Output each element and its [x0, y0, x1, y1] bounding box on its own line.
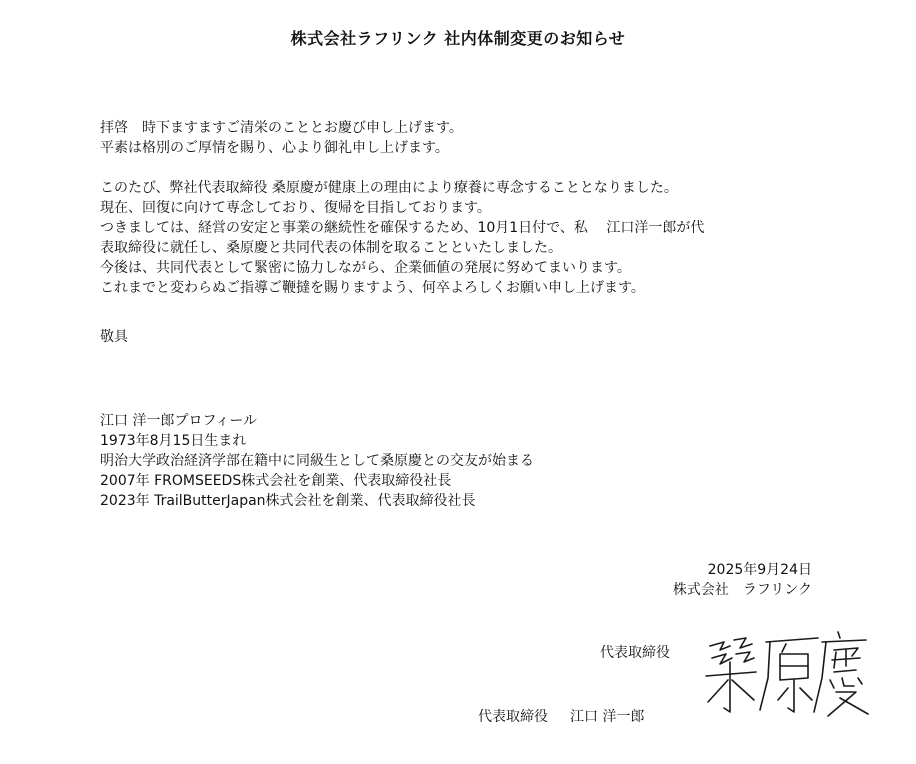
document-title: 株式会社ラフリンク 社内体制変更のお知らせ — [290, 29, 626, 48]
greeting-line: 拝啓 時下ますますご清栄のこととお慶び申し上げます。 — [100, 120, 463, 136]
date-company-block — [673, 560, 812, 600]
handwritten-signature — [700, 628, 870, 718]
body-line: 現在、回復に向けて専念しており、復帰を目指しております。 — [100, 200, 491, 216]
signatory-2-name: 江口 洋一郎 — [570, 709, 645, 725]
profile-line: 1973年8月15日生まれ — [100, 433, 247, 449]
signatory-2-title: 代表取締役 — [478, 709, 548, 725]
profile-line: 2023年 TrailButterJapan株式会社を創業、代表取締役社長 — [100, 493, 476, 509]
body-line: これまでと変わらぬご指導ご鞭撻を賜りますよう、何卒よろしくお願い申し上げます。 — [100, 280, 645, 296]
body-line: つきましては、経営の安定と事業の継続性を確保するため、10月1日付で、私 江口洋一郎が代 — [100, 220, 705, 236]
signatory-1-title: 代表取締役 — [600, 645, 670, 661]
body-line: 表取締役に就任し、桑原慶と共同代表の体制を取ることといたしました。 — [100, 240, 562, 256]
profile-heading: 江口 洋一郎プロフィール — [100, 413, 258, 429]
body-line: このたび、弊社代表取締役 桑原慶が健康上の理由により療養に専念することとなりました。 — [100, 180, 678, 196]
profile-line: 明治大学政治経済学部在籍中に同級生として桑原慶との交友が始まる — [100, 453, 534, 469]
document-date: 2025年9月24日 — [707, 562, 812, 578]
signatory-1-row — [600, 643, 670, 663]
greeting-line: 平素は格別のご厚情を賜り、心より御礼申し上げます。 — [100, 140, 449, 156]
signatory-2-row — [478, 707, 644, 727]
profile-line: 2007年 FROMSEEDS株式会社を創業、代表取締役社長 — [100, 473, 452, 489]
company-name: 株式会社 ラフリンク — [672, 582, 812, 598]
profile-section — [100, 411, 840, 511]
greeting-paragraph — [100, 118, 840, 158]
closing-word: 敬具 — [100, 329, 128, 345]
body-line: 今後は、共同代表として緊密に協力しながら、企業価値の発展に努めてまいります。 — [100, 260, 631, 276]
body-paragraph — [100, 178, 840, 298]
